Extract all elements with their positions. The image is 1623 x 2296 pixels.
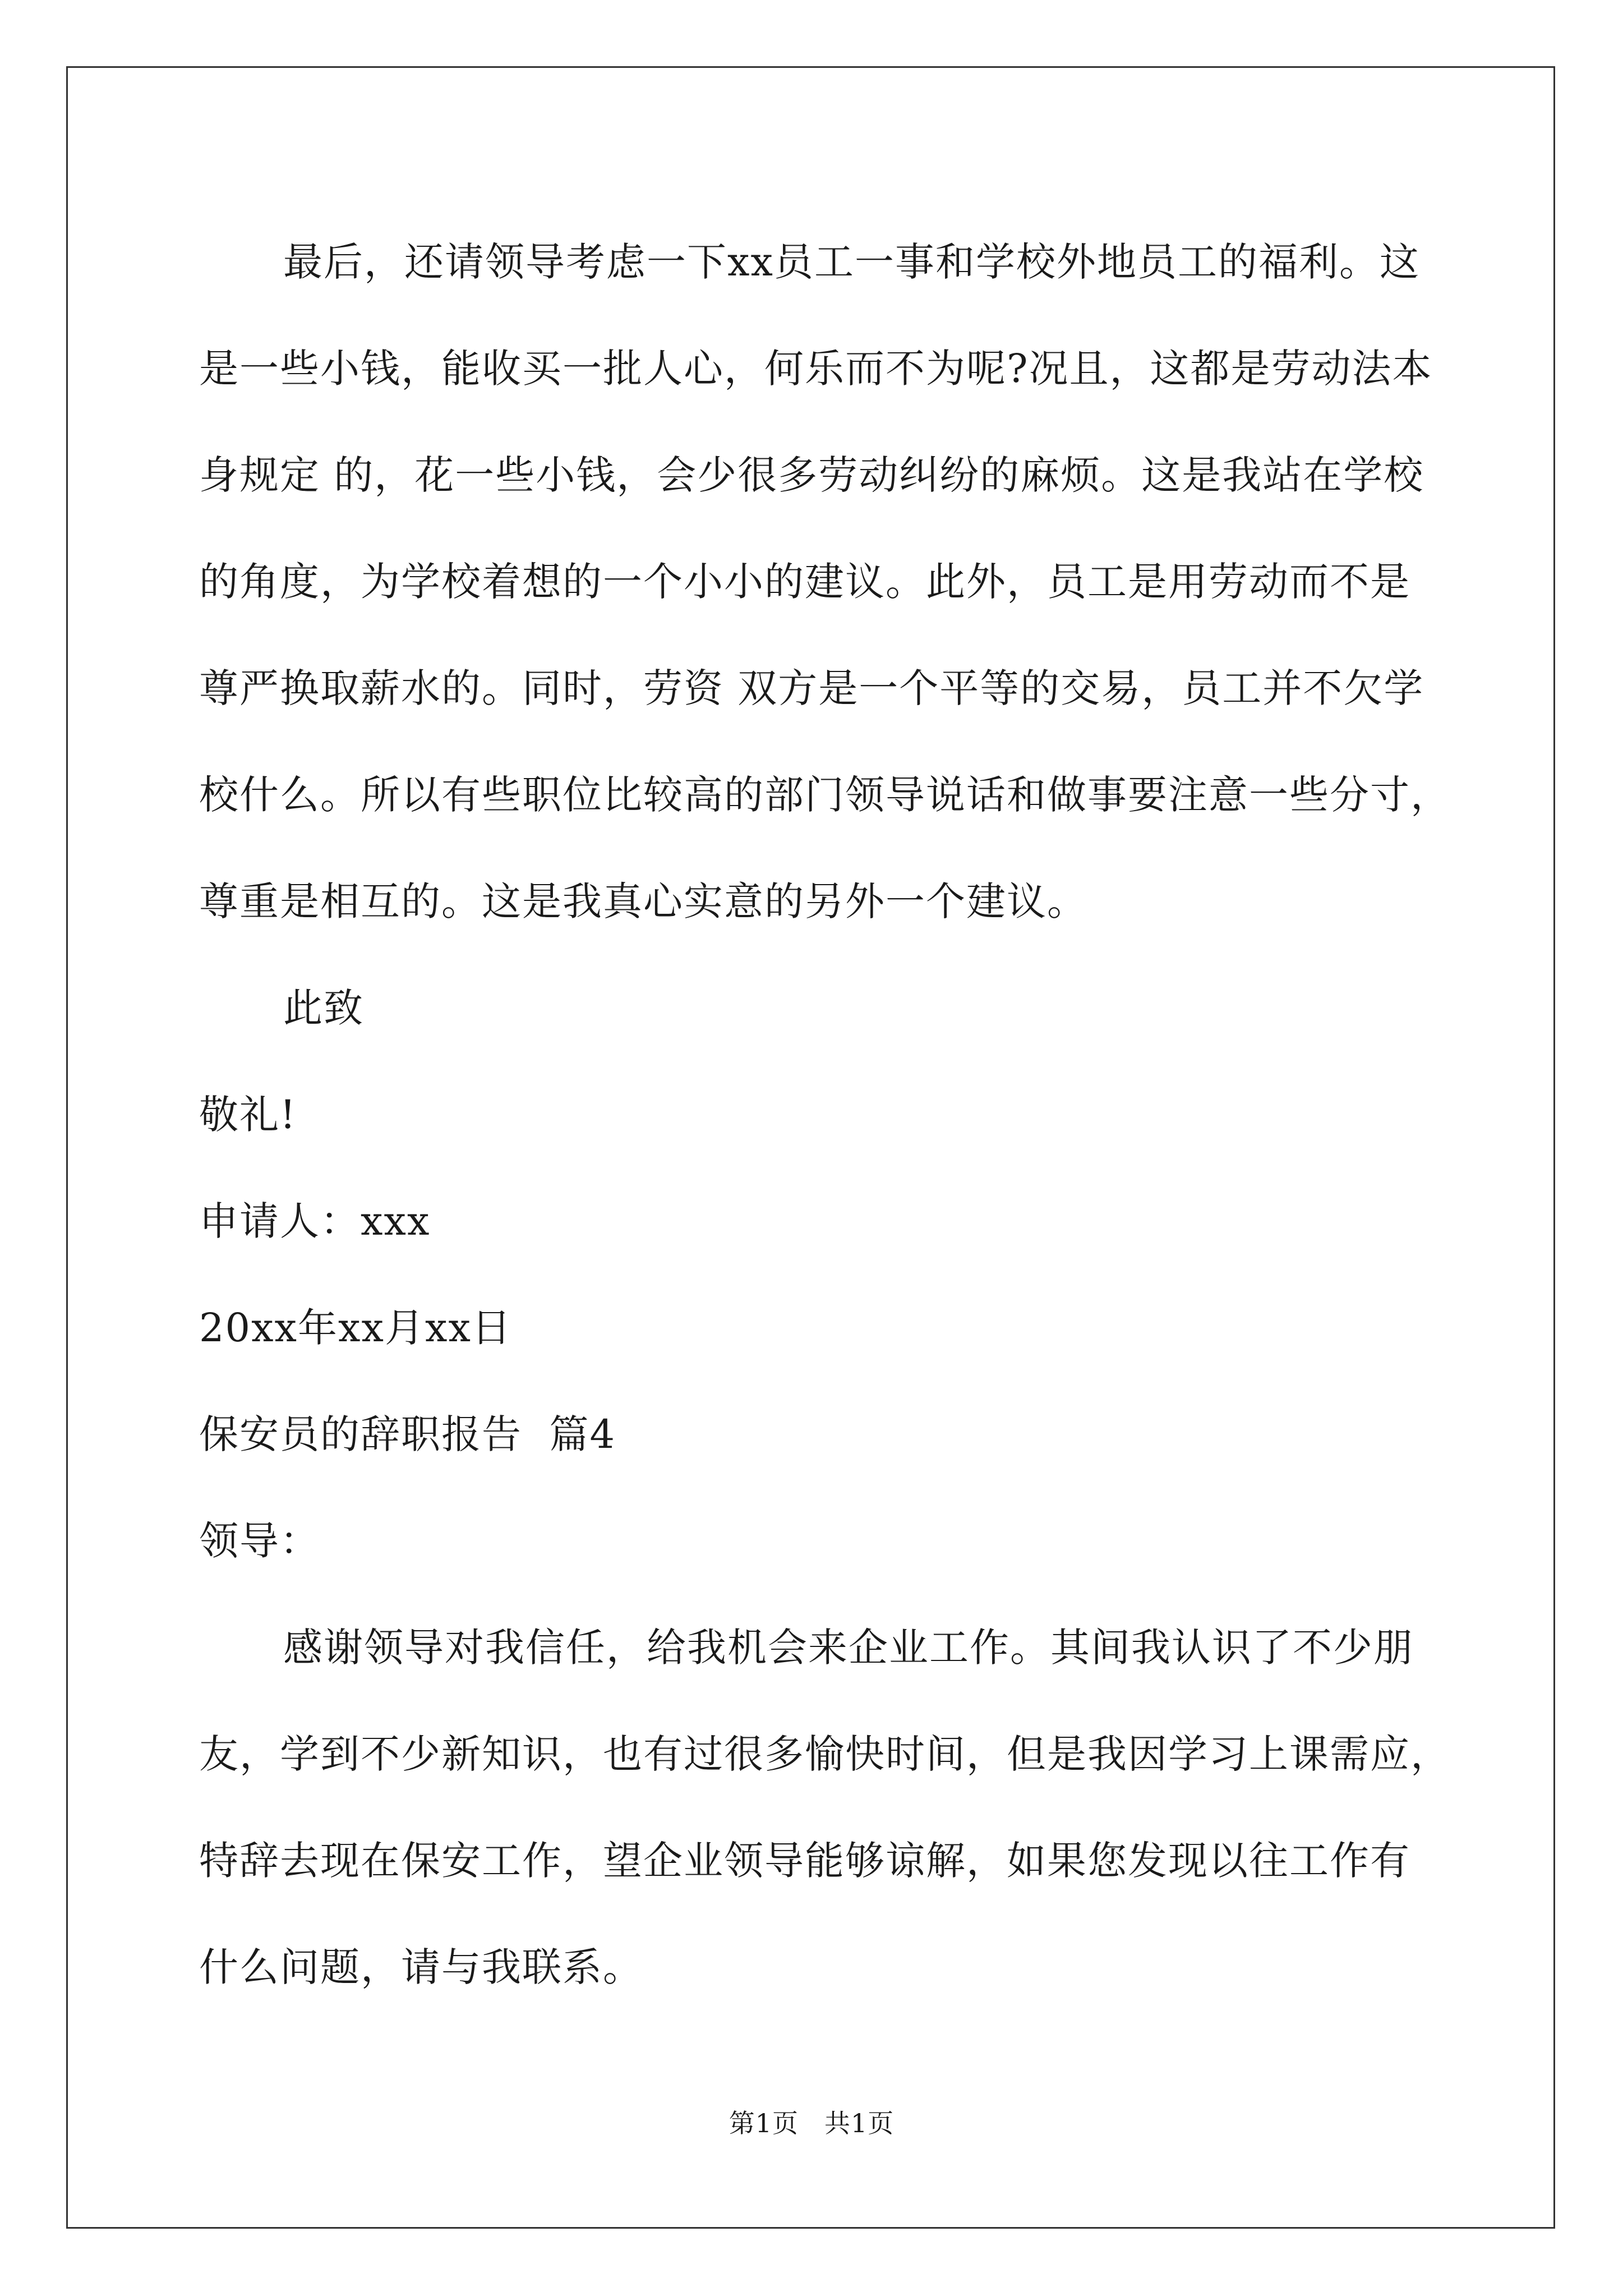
greeting-line: 领导： [199,1518,320,1564]
document-body [199,209,1451,2021]
paragraph-line: 尊严换取薪水的。同时，劳资 双方是一个平等的交易，员工并不欠学 [199,665,1424,711]
paragraph-line: 感谢领导对我信任，给我机会来企业工作。其间我认识了不少朋 [283,1625,1414,1671]
paragraph-line: 尊重是相互的。这是我真心实意的另外一个建议。 [199,878,1087,924]
page-footer [0,2106,1623,2140]
paragraph-line: 身规定 的，花一些小钱，会少很多劳动纠纷的麻烦。这是我站在学校 [199,452,1424,498]
paragraph-line: 是一些小钱，能收买一批人心，何乐而不为呢?况且，这都是劳动法本 [199,346,1433,392]
paragraph-line: 校什么。所以有些职位比较高的部门领导说话和做事要注意一些分寸， [199,772,1451,818]
section-title: 保安员的辞职报告 篇4 [199,1411,616,1457]
closing-line: 此致 [283,985,364,1031]
page-number-current: 第1页 [728,2108,799,2138]
page-number-total: 共1页 [824,2108,895,2138]
applicant-line: 申请人：xxx [199,1198,431,1244]
paragraph-line: 什么问题，请与我联系。 [199,1944,643,1990]
paragraph-line: 的角度，为学校着想的一个小小的建议。此外，员工是用劳动而不是 [199,559,1410,605]
paragraph-line: 友，学到不少新知识，也有过很多愉快时间，但是我因学习上课需应， [199,1731,1451,1777]
date-line: 20xx年xx月xx日 [199,1305,512,1351]
paragraph-line: 最后，还请领导考虑一下xx员工一事和学校外地员工的福利。这 [283,239,1420,285]
salute-line: 敬礼! [199,1092,297,1138]
paragraph-line: 特辞去现在保安工作，望企业领导能够谅解，如果您发现以往工作有 [199,1838,1410,1884]
